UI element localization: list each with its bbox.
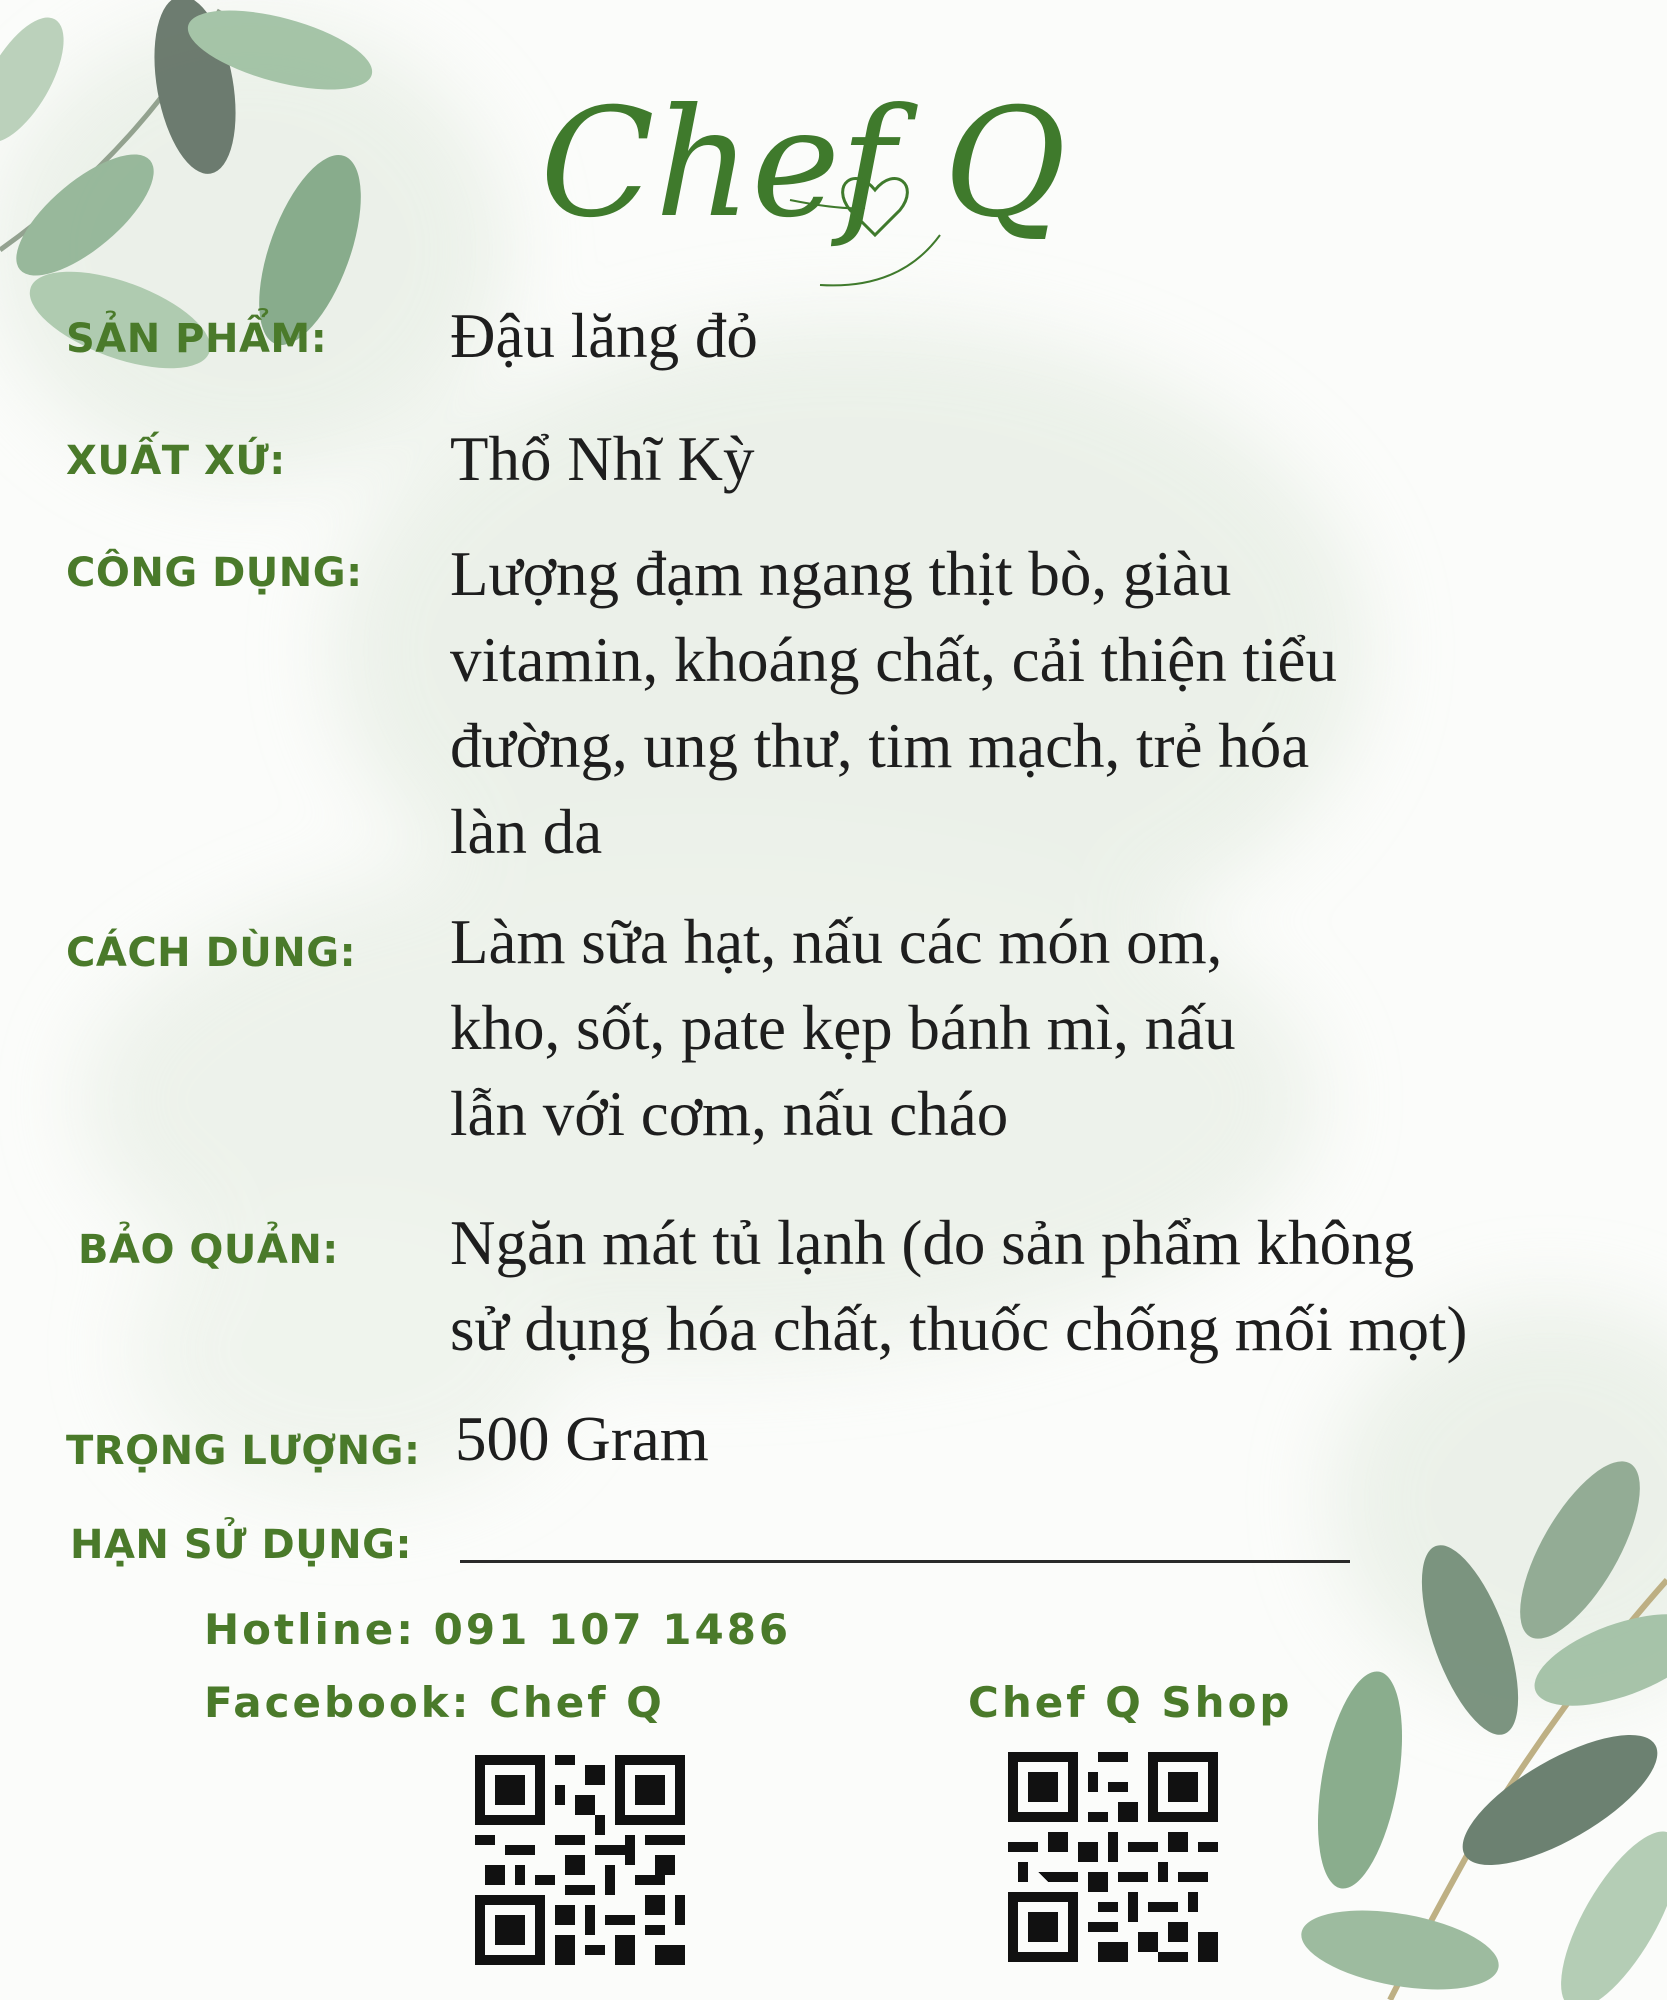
value-weight — [455, 1396, 709, 1482]
label-uses: CÔNG DỤNG: — [66, 550, 363, 596]
value-product — [450, 293, 758, 379]
label-expiry: HẠN SỬ DỤNG: — [70, 1522, 412, 1568]
label-origin: XUẤT XỨ: — [66, 438, 286, 484]
value-line: Đậu lăng đỏ — [450, 301, 758, 371]
value-line: Thổ Nhĩ Kỳ — [450, 424, 755, 494]
value-line: lẫn với cơm, nấu cháo — [450, 1079, 1009, 1149]
value-how-to-use — [450, 899, 1236, 1157]
label-how-to-use: CÁCH DÙNG: — [66, 930, 357, 976]
chef-q-logo — [520, 40, 1080, 300]
value-line: kho, sốt, pate kẹp bánh mì, nấu — [450, 993, 1236, 1063]
shop-link[interactable]: Chef Q Shop — [968, 1678, 1293, 1727]
value-line: Lượng đạm ngang thịt bò, giàu — [450, 539, 1232, 609]
label-weight: TRỌNG LƯỢNG: — [66, 1428, 421, 1474]
value-line: Ngăn mát tủ lạnh (do sản phẩm không — [450, 1208, 1415, 1278]
facebook-link[interactable]: Facebook: Chef Q — [204, 1678, 665, 1727]
value-origin — [450, 416, 754, 502]
hotline: Hotline: 091 107 1486 — [204, 1605, 792, 1654]
label-product: SẢN PHẨM: — [66, 316, 328, 362]
facebook-qr-code-icon[interactable] — [475, 1755, 685, 1965]
value-line: Làm sữa hạt, nấu các món om, — [450, 907, 1223, 977]
value-line: sử dụng hóa chất, thuốc chống mối mọt) — [450, 1294, 1468, 1364]
shop-qr-code-icon[interactable] — [1008, 1752, 1218, 1962]
logo-wordmark: Chef Q — [540, 77, 1067, 251]
value-line: 500 Gram — [455, 1404, 709, 1474]
value-uses — [450, 531, 1337, 875]
value-line: làn da — [450, 797, 603, 867]
expiry-blank-line — [460, 1560, 1350, 1563]
label-storage: BẢO QUẢN: — [78, 1227, 339, 1273]
value-line: vitamin, khoáng chất, cải thiện tiểu — [450, 625, 1337, 695]
value-storage — [450, 1200, 1467, 1372]
value-line: đường, ung thư, tim mạch, trẻ hóa — [450, 711, 1310, 781]
